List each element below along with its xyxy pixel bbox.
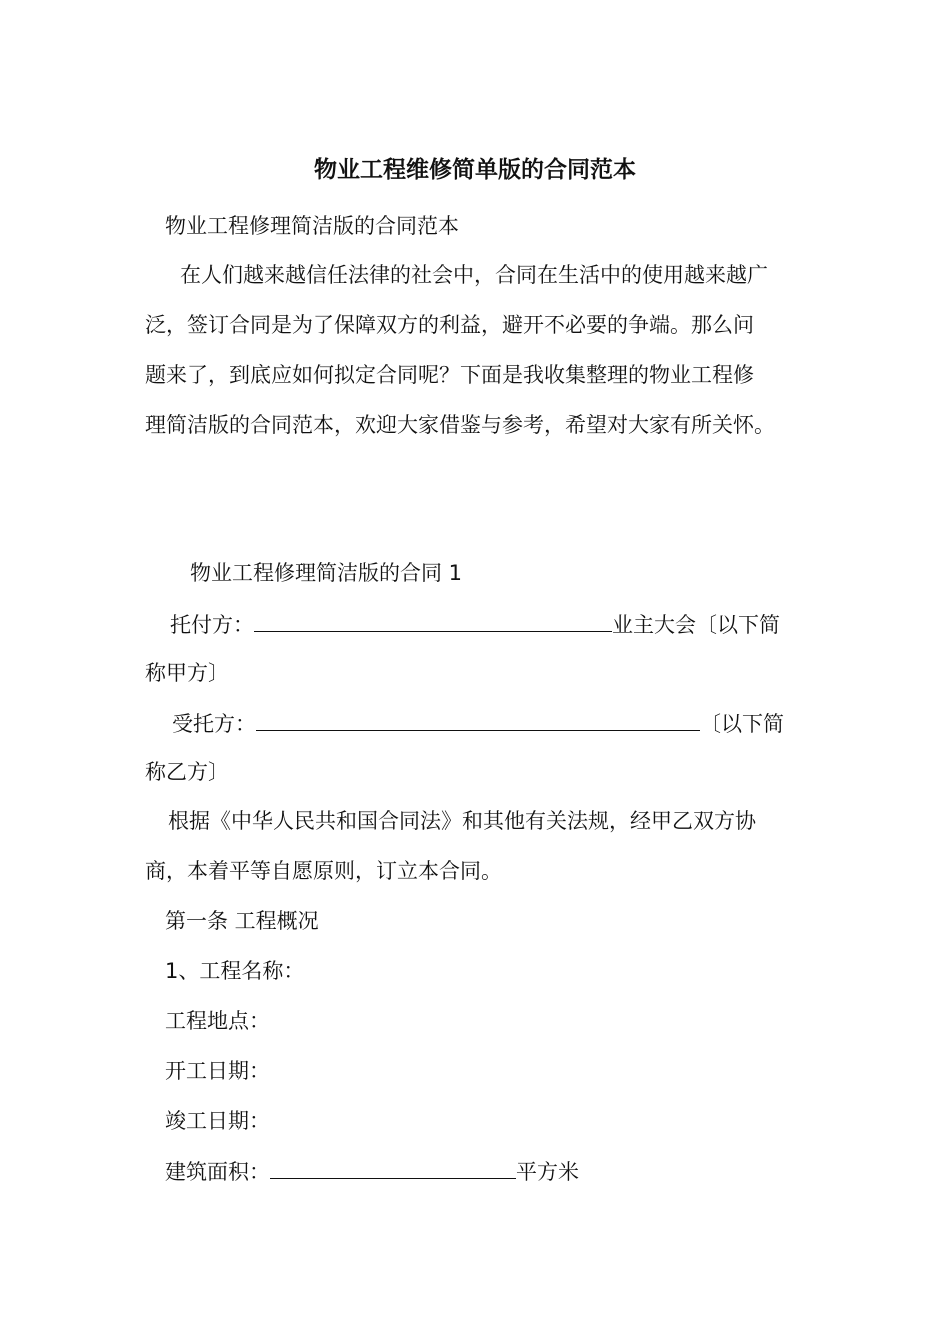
document-title: 物业工程维修简单版的合同范本 xyxy=(314,157,636,183)
article-1-heading: 第一条 工程概况 xyxy=(165,909,319,933)
field-start-date: 开工日期： xyxy=(165,1059,270,1083)
intro-line-4: 理简洁版的合同范本，欢迎大家借鉴与参考，希望对大家有所关怀。 xyxy=(145,413,775,437)
party-b-blank xyxy=(256,708,700,731)
party-a-continuation: 称甲方〕 xyxy=(145,661,229,685)
party-b-line xyxy=(172,708,784,738)
party-a-line xyxy=(170,609,780,639)
basis-line-2: 商，本着平等自愿原则，订立本合同。 xyxy=(145,859,502,883)
field-project-name: 1、工程名称： xyxy=(165,959,305,983)
building-area-unit: 平方米 xyxy=(516,1160,579,1184)
document-subtitle: 物业工程修理简洁版的合同范本 xyxy=(165,214,459,238)
party-b-label: 受托方： xyxy=(172,712,256,736)
intro-line-3: 题来了，到底应如何拟定合同呢？下面是我收集整理的物业工程修 xyxy=(145,363,754,387)
building-area-label: 建筑面积： xyxy=(165,1160,270,1184)
party-a-blank xyxy=(254,609,612,632)
party-a-label: 托付方： xyxy=(170,613,254,637)
basis-line-1: 根据《中华人民共和国合同法》和其他有关法规，经甲乙双方协 xyxy=(168,809,756,833)
intro-line-2: 泛，签订合同是为了保障双方的利益，避开不必要的争端。那么问 xyxy=(145,313,754,337)
field-building-area xyxy=(165,1156,579,1186)
party-b-suffix: 〔以下简 xyxy=(700,712,784,736)
party-b-continuation: 称乙方〕 xyxy=(145,760,229,784)
building-area-blank xyxy=(270,1156,516,1179)
contract-heading: 物业工程修理简洁版的合同 1 xyxy=(190,561,463,585)
field-completion-date: 竣工日期： xyxy=(165,1109,270,1133)
party-a-suffix: 业主大会〔以下简 xyxy=(612,613,780,637)
intro-line-1: 在人们越来越信任法律的社会中，合同在生活中的使用越来越广 xyxy=(180,263,768,287)
field-project-location: 工程地点： xyxy=(165,1009,270,1033)
